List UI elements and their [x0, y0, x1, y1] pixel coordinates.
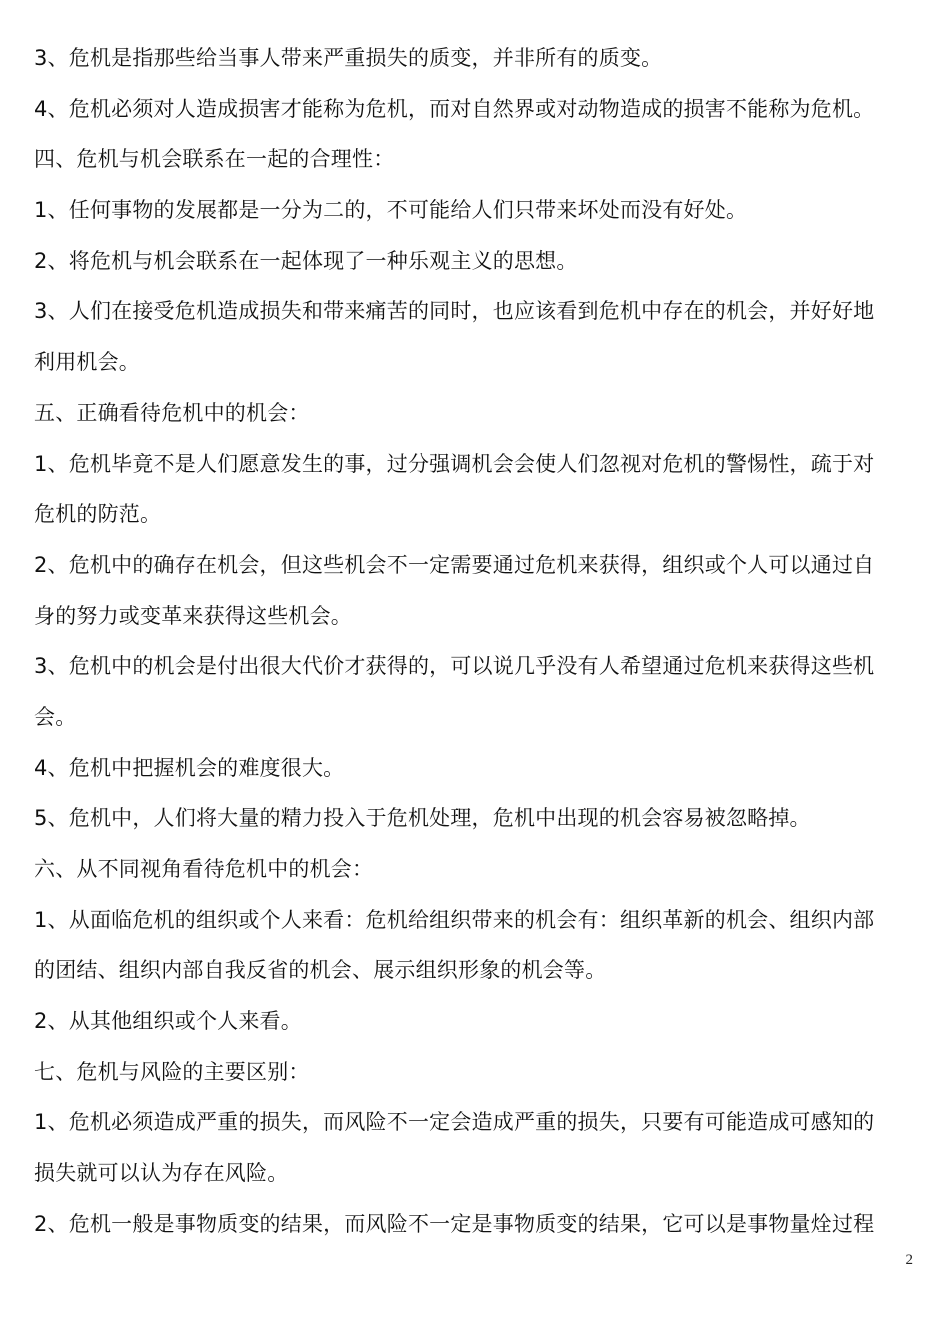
text-line: 损失就可以认为存在风险。 [34, 1161, 289, 1186]
text-line: 2、从其他组织或个人来看。 [34, 1009, 302, 1034]
text-line: 2、危机一般是事物质变的结果，而风险不一定是事物质变的结果，它可以是事物量烇过程 [34, 1211, 875, 1236]
document-body [34, 33, 916, 1250]
text-line: 3、人们在接受危机造成损失和带来痛苦的同时，也应该看到危机中存在的机会，并好好地 [34, 299, 875, 324]
text-line: 3、危机是指那些给当事人带来严重损失的质变，并非所有的质变。 [34, 46, 663, 70]
page-number: 2 [905, 1252, 913, 1268]
text-line: 2、将危机与机会联系在一起体现了一种乐观主义的思想。 [34, 248, 578, 273]
text-line: 4、危机必须对人造成损害才能称为危机，而对自然界或对动物造成的损害不能称为危机。 [34, 96, 875, 121]
section-heading: 五、正确看待危机中的机会： [34, 400, 310, 425]
text-line: 利用机会。 [34, 350, 140, 375]
text-line: 1、从面临危机的组织或个人来看：危机给组织带来的机会有：组织革新的机会、组织内部 [34, 907, 875, 932]
text-line: 的团结、组织内部自我反省的机会、展示组织形象的机会等。 [34, 958, 607, 983]
text-line: 3、危机中的机会是付出很大代价才获得的，可以说几乎没有人希望通过危机来获得这些机 [34, 654, 875, 679]
text-line: 身的努力或变革来获得这些机会。 [34, 603, 352, 628]
text-line: 1、危机必须造成严重的损失，而风险不一定会造成严重的损失，只要有可能造成可感知的 [34, 1110, 875, 1135]
text-line: 1、危机毕竟不是人们愿意发生的事，过分强调机会会使人们忽视对危机的警惕性，疏于对 [34, 451, 875, 476]
text-line: 4、危机中把握机会的难度很大。 [34, 755, 345, 780]
text-line: 1、任何事物的发展都是一分为二的，不可能给人们只带来坏处而没有好处。 [34, 198, 748, 223]
text-line: 会。 [34, 704, 77, 729]
section-heading: 六、从不同视角看待危机中的机会： [34, 857, 374, 881]
text-line: 危机的防范。 [34, 502, 162, 527]
section-heading: 七、危机与风险的主要区别： [34, 1059, 310, 1084]
section-heading: 四、危机与机会联系在一起的合理性： [34, 147, 395, 172]
text-line: 2、危机中的确存在机会，但这些机会不一定需要通过危机来获得，组织或个人可以通过自 [34, 552, 875, 577]
text-line: 5、危机中，人们将大量的精力投入于危机处理，危机中出现的机会容易被忽略掉。 [34, 806, 811, 831]
